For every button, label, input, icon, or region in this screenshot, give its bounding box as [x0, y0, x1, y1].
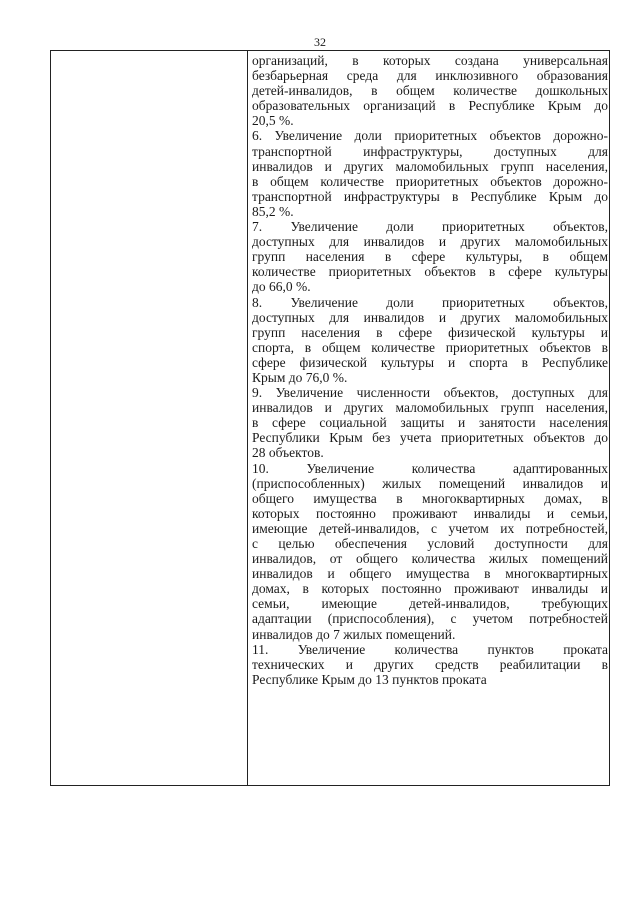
- text-line: Крым до 76,0 %.: [252, 369, 348, 385]
- text-line: сфере физической культуры и спорта в Республике: [252, 354, 608, 370]
- text-line: 8. Увеличение доли приоритетных объектов,: [252, 294, 608, 310]
- text-line: доступных для инвалидов и других маломобильных: [252, 234, 608, 250]
- text-line: инвалидов и других маломобильных групп населения,: [252, 400, 608, 416]
- page-number: 32: [314, 35, 326, 49]
- text-line: количестве приоритетных объектов в сфере культуры: [252, 264, 608, 280]
- text-line: адаптации (приспособления), с учетом потребностей: [252, 611, 608, 627]
- text-line: Республики Крым без учета приоритетных объектов до: [252, 430, 608, 446]
- text-line: инвалидов и общего имущества в многоквартирных: [252, 566, 608, 582]
- text-line: 85,2 %.: [252, 203, 294, 219]
- column-divider: [247, 50, 248, 786]
- text-line: технических и других средств реабилитации в: [252, 656, 608, 672]
- text-line: в сфере социальной защиты и занятости населения: [252, 415, 608, 431]
- text-line: безбарьерная среда для инклюзивного образования: [252, 68, 608, 84]
- text-line: (приспособленных) жилых помещений инвалидов и: [252, 475, 608, 491]
- text-line: транспортной инфраструктуры, доступных для: [252, 143, 608, 159]
- text-line: Республике Крым до 13 пунктов проката: [252, 671, 487, 687]
- text-line: общего имущества в многоквартирных домах, в: [252, 490, 608, 506]
- text-line: до 66,0 %.: [252, 279, 311, 295]
- text-line: которых постоянно проживают инвалиды и семьи,: [252, 505, 608, 521]
- text-line: 7. Увеличение доли приоритетных объектов,: [252, 219, 608, 235]
- table-right-cell: [252, 53, 608, 687]
- text-line: доступных для инвалидов и других маломобильных: [252, 309, 608, 325]
- text-line: 10. Увеличение количества адаптированных: [252, 460, 608, 476]
- text-line: имеющие детей-инвалидов, с учетом их потребностей,: [252, 520, 608, 536]
- text-line: образовательных организаций в Республике Крым до: [252, 98, 608, 114]
- text-line: домах, в которых постоянно проживают инвалиды и: [252, 581, 608, 597]
- table-left-cell: [51, 51, 247, 785]
- text-line: 9. Увеличение численности объектов, доступных для: [252, 385, 608, 401]
- text-line: организаций, в которых создана универсальная: [252, 53, 608, 68]
- text-line: 11. Увеличение количества пунктов проката: [252, 641, 608, 657]
- text-line: транспортной инфраструктуры в Республике Крым до: [252, 188, 608, 204]
- text-line: 28 объектов.: [252, 445, 324, 461]
- text-line: инвалидов до 7 жилых помещений.: [252, 626, 456, 642]
- text-line: в общем количестве приоритетных объектов дорожно-: [252, 173, 608, 189]
- text-line: 6. Увеличение доли приоритетных объектов дорожно-: [252, 128, 608, 144]
- text-line: инвалидов и других маломобильных групп населения,: [252, 158, 608, 174]
- text-line: 20,5 %.: [252, 113, 294, 129]
- text-line: детей-инвалидов, в общем количестве дошкольных: [252, 83, 608, 99]
- text-line: семьи, имеющие детей-инвалидов, требующих: [252, 596, 608, 612]
- text-line: инвалидов, от общего количества жилых помещений: [252, 551, 608, 567]
- text-line: групп населения в сфере культуры, в общем: [252, 249, 608, 265]
- text-line: спорта, в общем количестве приоритетных объектов в: [252, 339, 608, 355]
- text-line: с целью обеспечения условий доступности для: [252, 536, 608, 551]
- text-line: групп населения в сфере физической культуры и: [252, 324, 608, 340]
